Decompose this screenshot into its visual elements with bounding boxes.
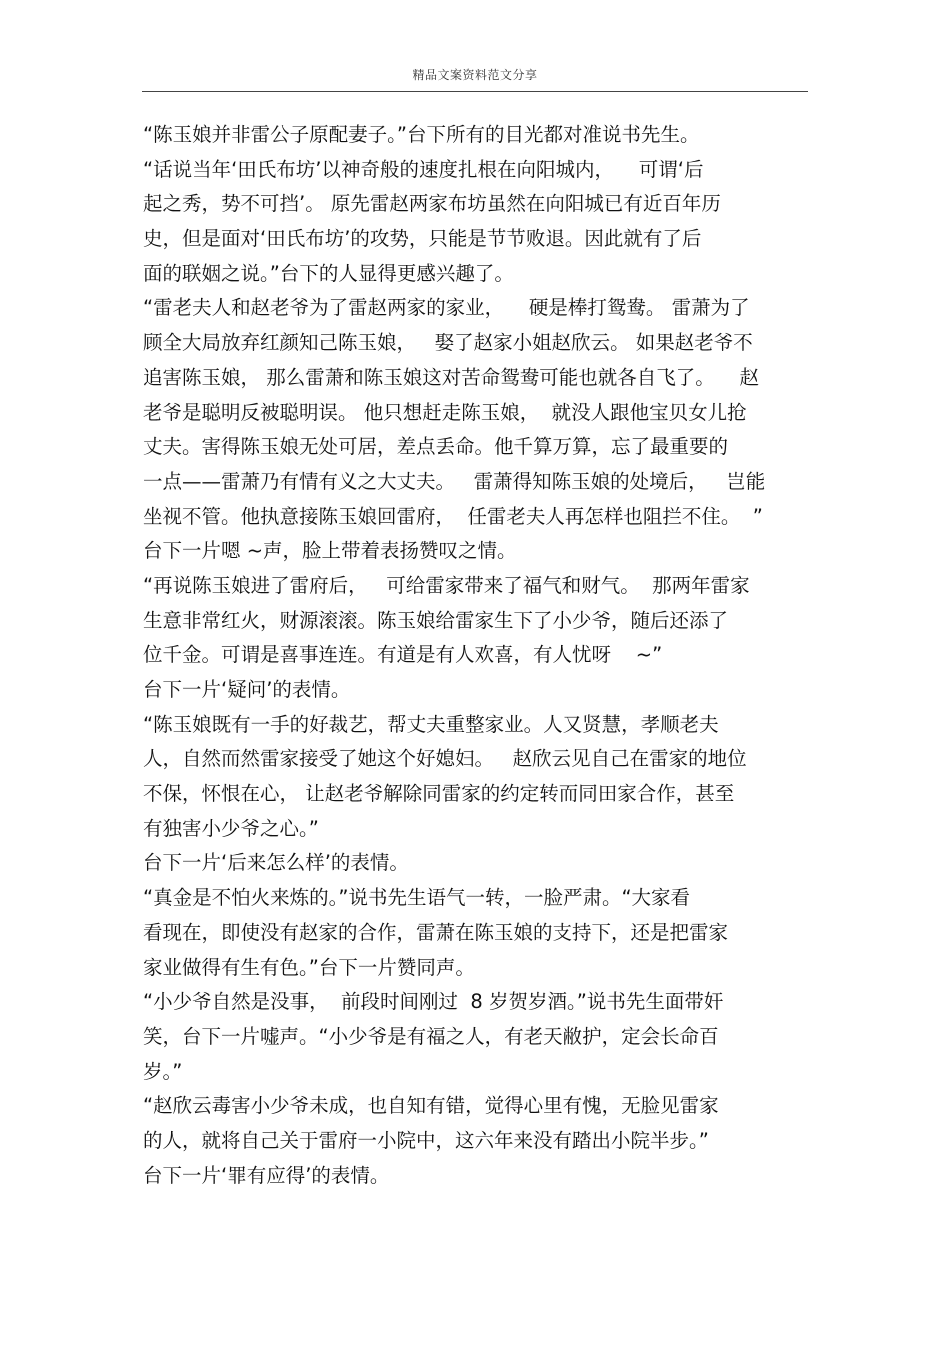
text-line: 史，但是面对‘田氏布坊’的攻势，只能是节节败退。因此就有了后: [143, 227, 702, 251]
text-line: 坐视不管。他执意接陈玉娘回雷府， 任雷老夫人再怎样也阻拦不住。 ”: [143, 504, 763, 528]
text-line: 台下一片‘罪有应得’的表情。: [143, 1163, 390, 1187]
text-line: 追害陈玉娘， 那么雷萧和陈玉娘这对苦命鸳鸯可能也就各自飞了。 赵: [143, 365, 759, 389]
text-line: “再说陈玉娘进了雷府后， 可给雷家带来了福气和财气。 那两年雷家: [143, 573, 750, 597]
text-line: 起之秀，势不可挡’。 原先雷赵两家布坊虽然在向阳城已有近百年历: [143, 192, 721, 216]
text-line: “陈玉娘并非雷公子原配妻子。”台下所有的目光都对准说书先生。: [143, 123, 700, 146]
text-line: “雷老夫人和赵老爷为了雷赵两家的家业， 硬是棒打鸳鸯。 雷萧为了: [143, 296, 750, 320]
text-line: “话说当年‘田氏布坊’以神奇般的速度扎根在向阳城内， 可谓‘后: [143, 157, 704, 181]
text-line: 丈夫。害得陈玉娘无处可居，差点丢命。他千算万算，忘了最重要的: [143, 435, 729, 459]
text-line: 看现在，即使没有赵家的合作，雷萧在陈玉娘的支持下，还是把雷家: [143, 920, 729, 944]
text-line: “小少爷自然是没事， 前段时间刚过 8 岁贺岁酒。”说书先生面带奸: [143, 990, 724, 1014]
text-line: 的人，就将自己关于雷府一小院中，这六年来没有踏出小院半步。”: [143, 1128, 709, 1152]
text-line: 笑，台下一片嘘声。“小少爷是有福之人，有老天敝护，定会长命百: [143, 1024, 719, 1048]
text-line: 家业做得有生有色。”台下一片赞同声。: [143, 955, 475, 979]
text-line: 不保，怀恨在心， 让赵老爷解除同雷家的约定转而同田家合作，甚至: [143, 782, 735, 806]
text-line: “赵欣云毒害小少爷未成，也自知有错，觉得心里有愧，无脸见雷家: [143, 1094, 719, 1118]
text-line: 面的联姻之说。”台下的人显得更感兴趣了。: [143, 261, 514, 285]
text-line: 老爷是聪明反被聪明误。 他只想赶走陈玉娘， 就没人跟他宝贝女儿抢: [143, 400, 747, 424]
document-body: [143, 118, 813, 1193]
text-line: 生意非常红火，财源滚滚。陈玉娘给雷家生下了小少爷，随后还添了: [143, 608, 729, 632]
text-line: 台下一片嗯 ~声，脸上带着表扬赞叹之情。: [143, 539, 517, 563]
page-header: 精品文案资料范文分享: [412, 68, 538, 82]
text-line: 有独害小少爷之心。”: [143, 816, 319, 840]
text-line: “陈玉娘既有一手的好裁艺，帮丈夫重整家业。人又贤慧，孝顺老夫: [143, 712, 719, 736]
text-line: 台下一片‘疑问’的表情。: [143, 678, 351, 701]
text-line: 顾全大局放弃红颜知己陈玉娘， 娶了赵家小姐赵欣云。 如果赵老爷不: [143, 331, 753, 355]
text-line: 人，自然而然雷家接受了她这个好媳妇。 赵欣云见自己在雷家的地位: [143, 747, 747, 771]
text-line: 位千金。可谓是喜事连连。有道是有人欢喜，有人忧呀 ~”: [143, 643, 663, 667]
header-divider: [142, 91, 808, 92]
text-line: 岁。”: [143, 1059, 183, 1083]
text-line: 台下一片‘后来怎么样’的表情。: [143, 851, 409, 875]
text-line: 一点——雷萧乃有情有义之大丈夫。 雷萧得知陈玉娘的处境后， 岂能: [143, 469, 766, 493]
text-line: “真金是不怕火来炼的。”说书先生语气一转，一脸严肃。“大家看: [143, 886, 691, 910]
